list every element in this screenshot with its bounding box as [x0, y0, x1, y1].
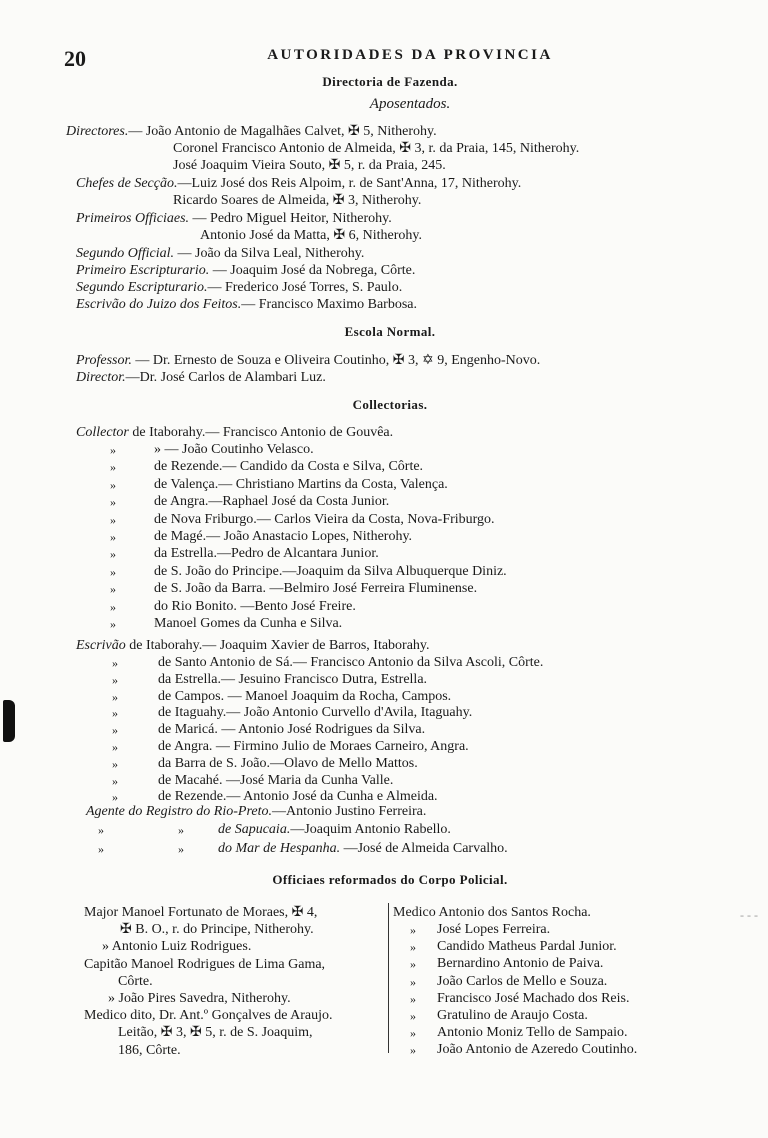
escrivao-row: de Maricá. — Antonio José Rodrigues da Silva.	[158, 722, 426, 738]
margin-mark: - - -	[740, 908, 758, 922]
officiaes-right-ditto: »	[410, 1043, 416, 1058]
officiaes-right-row: Antonio Moniz Tello de Sampaio.	[437, 1025, 628, 1041]
entry-directores	[66, 124, 437, 140]
collector-ditto: »	[110, 530, 116, 544]
text-collector-first: de Itaborahy.— Francisco Antonio de Gouvêa.	[128, 425, 394, 440]
label-primeiros-officiaes: Primeiros Officiaes.	[76, 211, 190, 226]
agente-row-text: —Joaquim Antonio Rabello.	[290, 822, 451, 837]
label-chefes: Chefes de Secção.	[76, 176, 178, 191]
section-title-officiaes: Officiaes reformados do Corpo Policial.	[272, 872, 508, 887]
label-agente: Agente do Registro do Rio-Preto.	[86, 804, 272, 819]
collector-row: do Rio Bonito. —Bento José Freire.	[154, 598, 356, 614]
entry-segundo-official	[76, 246, 364, 262]
text-segundo-escripturario: — Frederico José Torres, S. Paulo.	[207, 280, 403, 295]
escrivao-row: de Macahé. —José Maria da Cunha Valle.	[158, 772, 394, 788]
collector-row: de Angra.—Raphael José da Costa Junior.	[154, 494, 390, 510]
label-collector: Collector	[76, 425, 129, 440]
officiaes-left-line: ✠ B. O., r. do Principe, Nitherohy.	[120, 922, 314, 938]
officiaes-right-row: Bernardino Antonio de Paiva.	[437, 956, 604, 972]
entry-segundo-escripturario	[76, 280, 402, 296]
officiaes-right-ditto: »	[410, 940, 416, 955]
entry-escrivao-first	[76, 638, 430, 654]
page-number: 20	[64, 46, 86, 71]
officiaes-right-row: Francisco José Machado dos Reis.	[437, 990, 630, 1006]
escrivao-row: de Rezende.— Antonio José da Cunha e Almeida.	[158, 789, 438, 805]
escrivao-ditto: »	[112, 706, 118, 721]
text-primeiros-2: Antonio José da Matta, ✠ 6, Nitherohy.	[200, 228, 422, 243]
collector-row: de S. João do Principe.—Joaquim da Silva Albuquerque Diniz.	[154, 563, 507, 579]
entry-professor	[76, 353, 540, 369]
entry-primeiro-escripturario	[76, 263, 415, 279]
escrivao-row: de Angra. — Firmino Julio de Moraes Carneiro, Angra.	[158, 739, 469, 754]
text-directores-1: — João Antonio de Magalhães Calvet, ✠ 5, Nitherohy.	[128, 124, 437, 139]
label-segundo-escripturario: Segundo Escripturario.	[76, 280, 208, 295]
running-title: AUTORIDADES DA PROVINCIA	[267, 47, 553, 63]
collector-row: de S. João da Barra. —Belmiro José Ferreira Fluminense.	[154, 581, 478, 597]
collector-row: Manoel Gomes da Cunha e Silva.	[154, 616, 343, 631]
agente-ditto: »	[98, 823, 104, 837]
collector-row: de Magé.— João Anastacio Lopes, Nitherohy.	[154, 529, 413, 544]
escrivao-ditto: »	[112, 656, 118, 670]
officiaes-left-line: Major Manoel Fortunato de Moraes, ✠ 4,	[84, 905, 318, 920]
collector-ditto: »	[110, 617, 116, 631]
officiaes-right-ditto: »	[410, 974, 416, 989]
entry-escrivao-feitos	[76, 297, 417, 313]
collector-ditto: »	[110, 564, 116, 579]
officiaes-left-line: » Antonio Luiz Rodrigues.	[102, 939, 252, 955]
agente-row-text: —José de Almeida Carvalho.	[340, 841, 508, 856]
text-director: —Dr. José Carlos de Alambari Luz.	[125, 370, 326, 385]
text-escrivao-first: de Itaborahy.— Joaquim Xavier de Barros, Itaborahy.	[125, 638, 430, 653]
text-directores-2: Coronel Francisco Antonio de Almeida, ✠ 3, r. da Praia, 145, Nitherohy.	[173, 141, 580, 156]
text-chefes-2: Ricardo Soares de Almeida, ✠ 3, Nitherohy.	[173, 193, 422, 208]
agente-row	[218, 841, 508, 857]
text-officiaes-right-first: Medico Antonio dos Santos Rocha.	[393, 905, 591, 920]
collector-ditto: »	[110, 495, 116, 510]
entry-primeiros-officiaes	[76, 211, 392, 227]
entry-director	[76, 370, 326, 386]
text-segundo-official: — João da Silva Leal, Nitherohy.	[174, 246, 365, 261]
escrivao-ditto: »	[112, 723, 118, 738]
text-primeiros-1: — Pedro Miguel Heitor, Nitherohy.	[189, 211, 392, 226]
agente-row-label: de Sapucaia.	[218, 822, 291, 837]
officiaes-left-line: 186, Côrte.	[118, 1042, 181, 1058]
escrivao-ditto: »	[112, 790, 118, 805]
column-divider	[388, 903, 389, 1053]
officiaes-left-line: Leitão, ✠ 3, ✠ 5, r. de S. Joaquim,	[118, 1025, 313, 1041]
subtitle-aposentados: Aposentados.	[369, 96, 451, 112]
collector-row: da Estrella.—Pedro de Alcantara Junior.	[154, 546, 379, 562]
officiaes-left-line: Medico dito, Dr. Ant.º Gonçalves de Araujo.	[84, 1008, 333, 1024]
entry-agente	[86, 804, 426, 820]
officiaes-right-ditto: »	[410, 991, 416, 1006]
officiaes-right-row: João Carlos de Mello e Souza.	[437, 973, 608, 989]
escrivao-ditto: »	[112, 756, 118, 771]
text-agente: —Antonio Justino Ferreira.	[271, 804, 427, 819]
collector-ditto: »	[110, 512, 116, 527]
entry-chefes	[76, 176, 521, 192]
agente-row	[218, 822, 451, 838]
escrivao-row: da Estrella.— Jesuino Francisco Dutra, Estrella.	[158, 671, 428, 687]
agente-ditto: »	[178, 842, 184, 856]
collector-ditto: »	[110, 599, 116, 614]
margin-ink-blot	[3, 700, 15, 742]
escrivao-ditto: »	[112, 740, 118, 754]
collector-row: de Nova Friburgo.— Carlos Vieira da Costa, Nova-Friburgo.	[154, 511, 495, 527]
officiaes-left-line: » João Pires Savedra, Nitherohy.	[108, 991, 291, 1006]
collector-ditto: »	[110, 443, 116, 457]
collector-ditto: »	[110, 582, 116, 597]
escrivao-row: da Barra de S. João.—Olavo de Mello Mattos.	[158, 755, 418, 771]
entry-collector-first	[76, 425, 393, 441]
escrivao-ditto: »	[112, 689, 118, 704]
officiaes-right-ditto: »	[410, 957, 416, 972]
agente-row-label: do Mar de Hespanha.	[218, 841, 341, 856]
label-directores: Directores.	[66, 124, 129, 139]
section-title-escola: Escola Normal.	[344, 324, 436, 339]
label-director: Director.	[76, 370, 126, 385]
section-title-collectorias: Collectorias.	[352, 397, 428, 412]
text-primeiro-escripturario: — Joaquim José da Nobrega, Côrte.	[209, 263, 416, 278]
text-escrivao-feitos: — Francisco Maximo Barbosa.	[241, 297, 418, 312]
escrivao-row: de Itaguahy.— João Antonio Curvello d'Avila, Itaguahy.	[158, 705, 473, 721]
officiaes-right-ditto: »	[410, 923, 416, 937]
label-escrivao-feitos: Escrivão do Juizo dos Feitos.	[76, 297, 242, 312]
collector-ditto: »	[110, 460, 116, 475]
escrivao-ditto: »	[112, 672, 118, 687]
officiaes-right-row: Gratulino de Araujo Costa.	[437, 1008, 588, 1023]
label-primeiro-escripturario: Primeiro Escripturario.	[76, 263, 210, 278]
label-escrivao: Escrivão	[76, 638, 126, 653]
collector-row: » — João Coutinho Velasco.	[154, 442, 314, 457]
officiaes-left-line: Côrte.	[118, 973, 153, 989]
text-directores-3: José Joaquim Vieira Souto, ✠ 5, r. da Praia, 245.	[173, 158, 446, 173]
collector-row: de Rezende.— Candido da Costa e Silva, Côrte.	[154, 459, 424, 475]
agente-ditto: »	[178, 823, 184, 837]
section-title-fazenda: Directoria de Fazenda.	[322, 74, 458, 89]
officiaes-right-ditto: »	[410, 1026, 416, 1041]
agente-ditto: »	[98, 842, 104, 856]
escrivao-row: de Santo Antonio de Sá.— Francisco Antonio da Silva Ascoli, Côrte.	[158, 655, 544, 670]
escrivao-row: de Campos. — Manoel Joaquim da Rocha, Campos.	[158, 688, 452, 704]
text-professor: — Dr. Ernesto de Souza e Oliveira Coutinho, ✠ 3, ✡ 9, Engenho-Novo.	[131, 353, 541, 368]
escrivao-ditto: »	[112, 773, 118, 788]
officiaes-right-row: João Antonio de Azeredo Coutinho.	[437, 1042, 638, 1058]
label-professor: Professor.	[76, 353, 132, 368]
collector-row: de Valença.— Christiano Martins da Costa, Valença.	[154, 476, 448, 492]
label-segundo-official: Segundo Official.	[76, 246, 174, 261]
officiaes-left-line: Capitão Manoel Rodrigues de Lima Gama,	[84, 956, 326, 972]
text-chefes-1: —Luiz José dos Reis Alpoim, r. de Sant'Anna, 17, Nitherohy.	[177, 176, 522, 191]
officiaes-right-row: Candido Matheus Pardal Junior.	[437, 939, 617, 955]
officiaes-right-ditto: »	[410, 1009, 416, 1023]
collector-ditto: »	[110, 477, 116, 492]
officiaes-right-row: José Lopes Ferreira.	[437, 922, 551, 937]
collector-ditto: »	[110, 547, 116, 562]
